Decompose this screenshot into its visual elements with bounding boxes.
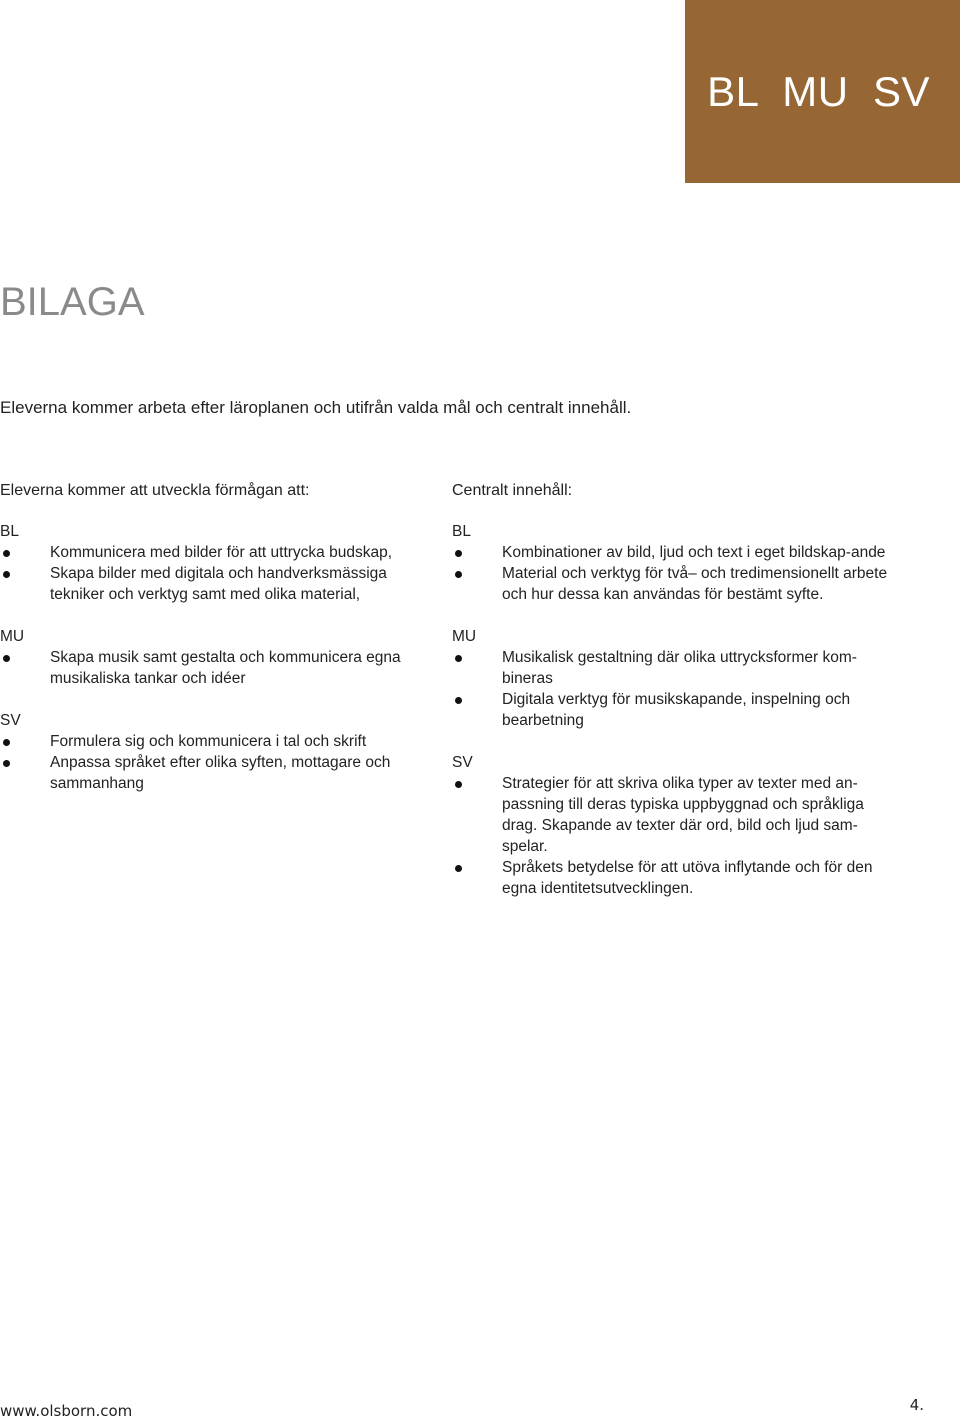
subject-label: BL <box>0 523 19 540</box>
list-item <box>0 647 430 689</box>
bullet-list <box>0 647 430 689</box>
bullet-list <box>0 731 430 794</box>
abilities-column <box>0 480 430 815</box>
bullet-list <box>452 542 892 605</box>
list-item <box>0 563 430 605</box>
list-item <box>452 857 892 899</box>
bullet-icon <box>455 865 462 872</box>
subject-label: MU <box>452 628 477 645</box>
footer-url: www.olsborn.com <box>0 1402 133 1420</box>
subject-section <box>452 626 892 731</box>
list-item-text: Digitala verktyg för musikskapande, inspelning och bearbetning <box>502 691 851 729</box>
bullet-list <box>452 773 892 899</box>
page-number: 4. <box>909 1396 924 1414</box>
list-item-text: Skapa musik samt gestalta och kommunicera egna musikaliska tankar och idéer <box>50 649 401 687</box>
list-item-text: Kombinationer av bild, ljud och text i eget bildskap-ande <box>502 544 886 561</box>
subject-tab <box>685 0 960 183</box>
bullet-icon <box>455 571 462 578</box>
list-item <box>452 563 892 605</box>
bullet-icon <box>455 781 462 788</box>
list-item-text: Material och verktyg för två– och tredimensionellt arbete och hur dessa kan användas för bestämt syfte. <box>502 565 888 603</box>
subject-section <box>452 752 892 899</box>
list-item <box>0 731 430 752</box>
intro-text: Eleverna kommer arbeta efter läroplanen och utifrån valda mål och centralt innehåll. <box>0 398 632 417</box>
list-item-text: Musikalisk gestaltning där olika uttrycksformer kom-bineras <box>502 649 857 687</box>
abilities-heading: Eleverna kommer att utveckla förmågan att: <box>0 482 310 499</box>
subject-section <box>0 521 430 605</box>
bullet-list <box>452 647 892 731</box>
bullet-icon <box>3 655 10 662</box>
subject-label: MU <box>0 628 25 645</box>
list-item-text: Formulera sig och kommunicera i tal och skrift <box>50 733 367 750</box>
subject-label: SV <box>0 712 21 729</box>
subject-section <box>452 521 892 605</box>
list-item <box>0 542 430 563</box>
bullet-icon <box>3 760 10 767</box>
subject-section <box>0 626 430 689</box>
list-item-text: Språkets betydelse för att utöva inflytande och för den egna identitetsutvecklingen. <box>502 859 873 897</box>
bullet-icon <box>3 550 10 557</box>
bullet-icon <box>455 550 462 557</box>
bullet-icon <box>3 571 10 578</box>
bullet-icon <box>455 697 462 704</box>
list-item <box>452 647 892 689</box>
central-content-column <box>452 480 892 920</box>
bullet-list <box>0 542 430 605</box>
list-item <box>452 542 892 563</box>
list-item <box>452 773 892 857</box>
list-item-text: Kommunicera med bilder för att uttrycka budskap, <box>50 544 393 561</box>
bullet-icon <box>3 739 10 746</box>
bullet-icon <box>455 655 462 662</box>
subject-label: SV <box>452 754 473 771</box>
central-content-heading: Centralt innehåll: <box>452 482 573 499</box>
list-item <box>0 752 430 794</box>
page-title: BILAGA <box>0 280 145 324</box>
subject-section <box>0 710 430 794</box>
list-item-text: Skapa bilder med digitala och handverksmässiga tekniker och verktyg samt med olika material, <box>50 565 387 603</box>
subject-label: BL <box>452 523 471 540</box>
list-item-text: Strategier för att skriva olika typer av texter med an-passning till deras typiska uppbyggnad och språkliga drag. Skapande av texter där ord, bild och ljud sam-spelar. <box>502 775 864 855</box>
list-item <box>452 689 892 731</box>
subject-tab-label: BL MU SV <box>707 68 930 115</box>
list-item-text: Anpassa språket efter olika syften, mottagare och sammanhang <box>50 754 391 792</box>
